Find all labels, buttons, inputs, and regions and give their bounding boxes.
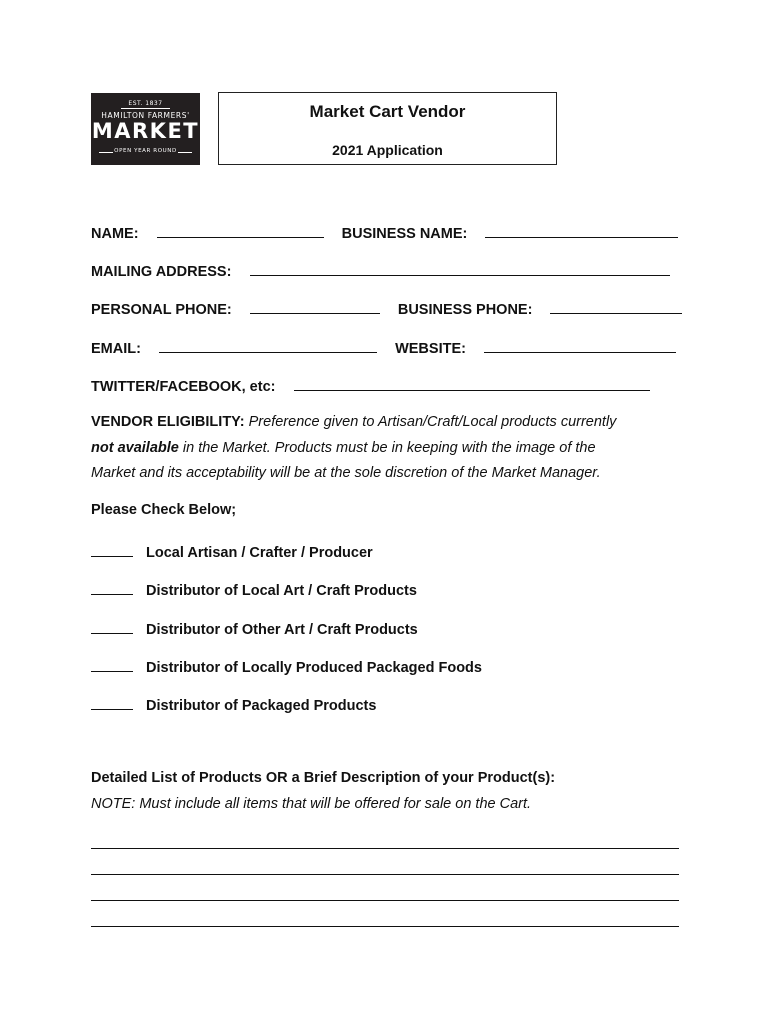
logo-est: EST. 1837 <box>128 100 163 107</box>
checklist-item-label: Distributor of Other Art / Craft Products <box>146 622 418 638</box>
product-write-line[interactable] <box>91 848 679 849</box>
phone-row <box>91 298 682 318</box>
title-box <box>218 92 557 165</box>
page-title: Market Cart Vendor <box>309 102 466 121</box>
mailing-address-field[interactable] <box>250 260 670 276</box>
logo-wordmark: MARKET <box>91 119 200 143</box>
products-note: NOTE: Must include all items that will be offered for sale on the Cart. <box>91 796 532 812</box>
email-field[interactable] <box>159 337 377 353</box>
eligibility-text-1: Preference given to Artisan/Craft/Local products currently <box>248 414 617 430</box>
personal-phone-field[interactable] <box>250 298 380 314</box>
checklist-item <box>91 694 376 714</box>
checkbox-blank[interactable] <box>91 656 133 672</box>
social-field[interactable] <box>294 375 650 391</box>
checklist-item-label: Distributor of Locally Produced Packaged Foods <box>146 660 482 676</box>
email-label: EMAIL: <box>91 341 141 357</box>
checklist-item-label: Local Artisan / Crafter / Producer <box>146 545 373 561</box>
checklist-item-label: Distributor of Packaged Products <box>146 698 377 714</box>
checklist-item <box>91 618 418 638</box>
checklist-item-label: Distributor of Local Art / Craft Products <box>146 583 417 599</box>
logo-tagline: OPEN YEAR ROUND <box>114 148 177 154</box>
market-logo <box>91 93 200 165</box>
name-row <box>91 222 678 242</box>
checklist-item <box>91 541 373 561</box>
checkbox-blank[interactable] <box>91 618 133 634</box>
product-write-line[interactable] <box>91 900 679 901</box>
name-field[interactable] <box>157 222 324 238</box>
checkbox-blank[interactable] <box>91 579 133 595</box>
social-row <box>91 375 650 395</box>
name-label: NAME: <box>91 226 139 242</box>
checklist-item <box>91 579 417 599</box>
business-name-field[interactable] <box>485 222 678 238</box>
eligibility-text-2: in the Market. Products must be in keeping with the image of the <box>182 439 596 456</box>
checklist-item <box>91 656 482 676</box>
checkbox-blank[interactable] <box>91 541 133 557</box>
social-label: TWITTER/FACEBOOK, etc: <box>91 379 276 395</box>
business-phone-label: BUSINESS PHONE: <box>397 302 533 318</box>
product-write-line[interactable] <box>91 926 679 927</box>
business-phone-field[interactable] <box>550 298 682 314</box>
checklist-heading: Please Check Below; <box>91 502 237 518</box>
mailing-address-label: MAILING ADDRESS: <box>91 264 232 280</box>
website-field[interactable] <box>484 337 676 353</box>
eligibility-paragraph <box>91 410 691 487</box>
logo-rule <box>121 108 170 109</box>
mailing-address-row <box>91 260 670 280</box>
email-row <box>91 337 676 357</box>
checkbox-blank[interactable] <box>91 694 133 710</box>
products-heading: Detailed List of Products OR a Brief Description of your Product(s): <box>91 770 556 786</box>
website-label: WEBSITE: <box>395 341 466 357</box>
product-write-line[interactable] <box>91 874 679 875</box>
business-name-label: BUSINESS NAME: <box>341 226 468 242</box>
eligibility-label: VENDOR ELIGIBILITY: <box>91 414 245 430</box>
personal-phone-label: PERSONAL PHONE: <box>91 302 232 318</box>
eligibility-emphasis: not available <box>91 439 179 456</box>
page-subtitle: 2021 Application <box>332 142 443 158</box>
eligibility-text-3: Market and its acceptability will be at the sole discretion of the Market Manager. <box>91 465 601 481</box>
logo-subtitle: HAMILTON FARMERS' <box>101 111 190 120</box>
logo-rule-right <box>178 152 192 153</box>
